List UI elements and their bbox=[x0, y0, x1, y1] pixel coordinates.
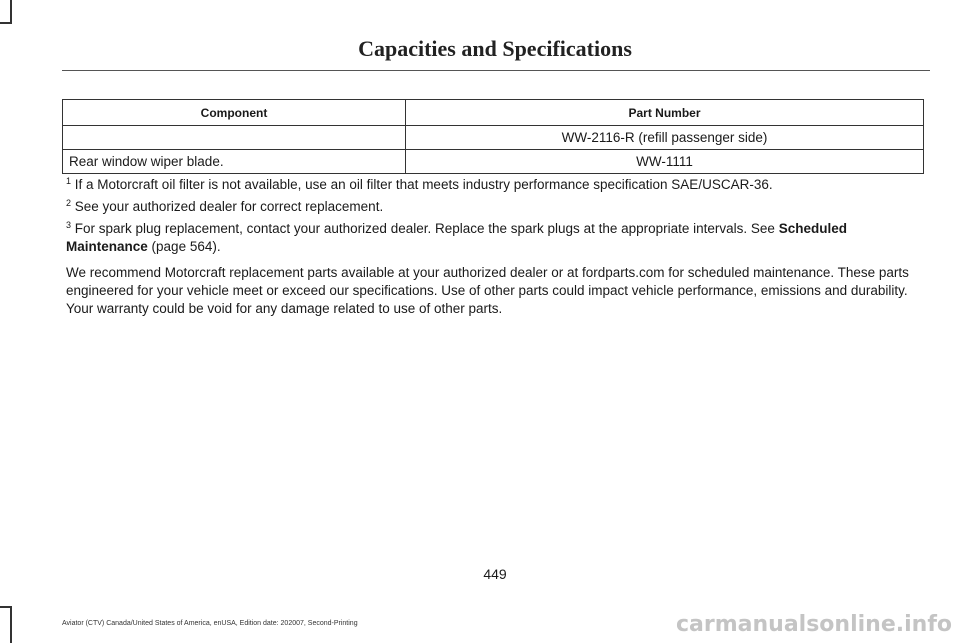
crop-mark-top-left-v bbox=[10, 0, 12, 24]
scheduled-maintenance-link[interactable]: Scheduled Maintenance bbox=[66, 221, 847, 254]
title-divider bbox=[62, 70, 930, 71]
footnote-marker: 1 bbox=[66, 176, 72, 186]
footnote-marker: 3 bbox=[66, 220, 72, 230]
footnote-1 bbox=[66, 176, 928, 194]
crop-mark-top-left-h bbox=[0, 22, 12, 24]
component-cell: Rear window wiper blade. bbox=[63, 150, 406, 174]
table-header-row bbox=[63, 100, 924, 126]
crop-mark-bottom-left-v bbox=[10, 606, 12, 643]
crop-mark-bottom-left-h bbox=[0, 606, 12, 608]
part-number-cell: WW-1111 bbox=[406, 150, 924, 174]
column-header-part-number: Part Number bbox=[406, 100, 924, 126]
table-row bbox=[63, 126, 924, 150]
part-number-cell: WW-2116-R (refill passenger side) bbox=[406, 126, 924, 150]
watermark-logo: carmanualsonline.info bbox=[676, 612, 952, 637]
footnote-marker: 2 bbox=[66, 198, 72, 208]
footnote-2 bbox=[66, 198, 928, 216]
footnote-text: See your authorized dealer for correct replacement. bbox=[74, 199, 384, 214]
page-title: Capacities and Specifications bbox=[358, 36, 632, 61]
footnote-text: If a Motorcraft oil filter is not available, use an oil filter that meets industry performance specification SAE/USCAR-36. bbox=[74, 177, 773, 192]
page-number: 449 bbox=[483, 566, 507, 582]
footnote-3 bbox=[66, 220, 928, 256]
table-row bbox=[63, 150, 924, 174]
body-paragraph: We recommend Motorcraft replacement parts available at your authorized dealer or at fordparts.com for scheduled maintenance. These parts engineered for your vehicle meet or exceed our specifications. Use of other parts could impact vehicle performance, emissions and durability. Your warranty could be void for any damage related to use of other parts. bbox=[66, 265, 909, 316]
parts-table bbox=[62, 99, 924, 174]
page-reference: (page 564). bbox=[151, 239, 221, 254]
component-cell bbox=[63, 126, 406, 150]
footer-edition-info: Aviator (CTV) Canada/United States of America, enUSA, Edition date: 202007, Second-Printing bbox=[62, 620, 358, 627]
footnote-text: For spark plug replacement, contact your authorized dealer. Replace the spark plugs at the appropriate intervals. See bbox=[74, 221, 779, 236]
footnotes bbox=[66, 176, 928, 318]
column-header-component: Component bbox=[63, 100, 406, 126]
